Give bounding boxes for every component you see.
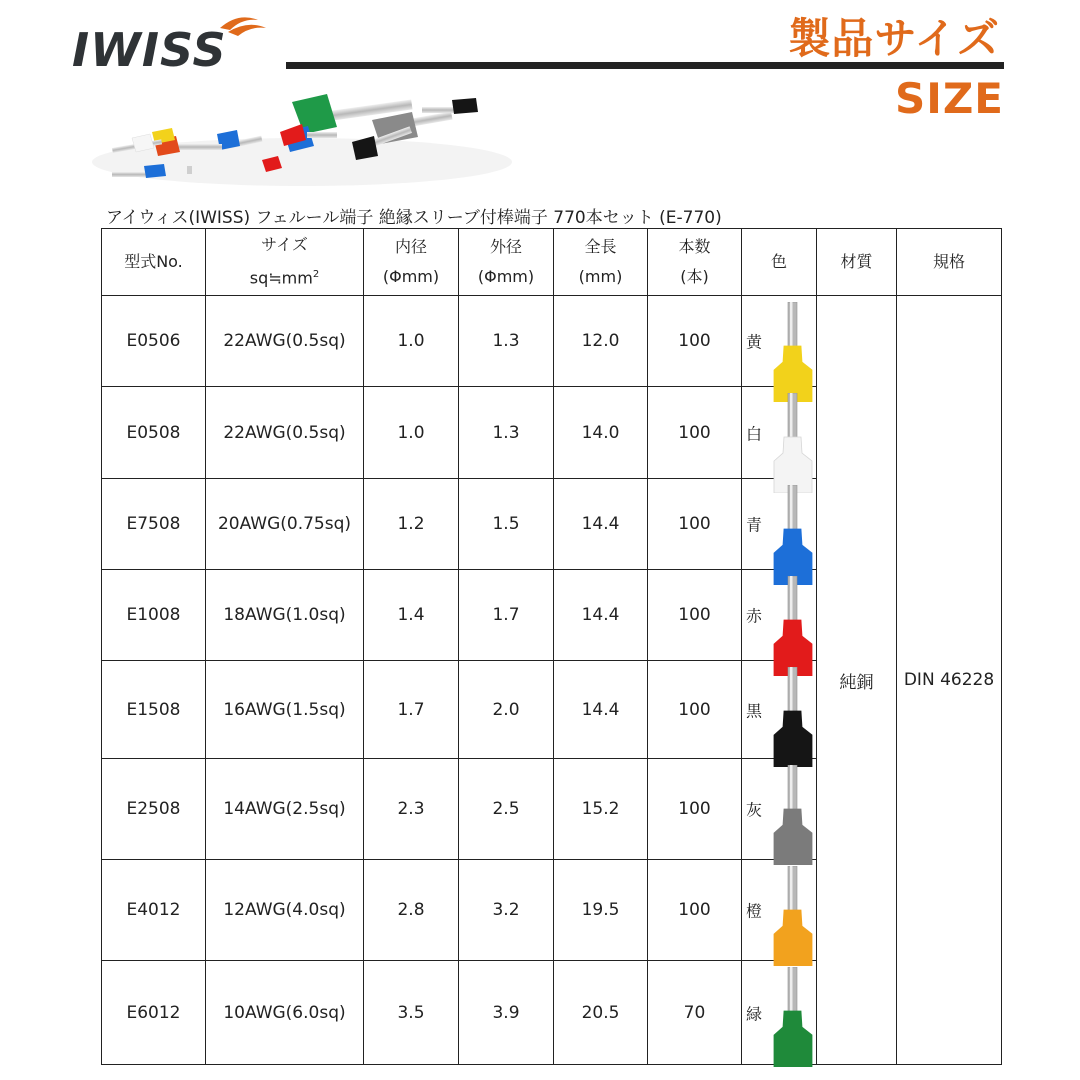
cell-color xyxy=(742,661,817,759)
cell-size: 10AWG(6.0sq) xyxy=(206,961,364,1065)
cell-inner: 2.8 xyxy=(364,860,459,961)
cell-outer: 1.3 xyxy=(459,387,554,479)
cell-model: E0506 xyxy=(102,296,206,387)
cell-color xyxy=(742,387,817,479)
cell-outer: 1.7 xyxy=(459,570,554,661)
cell-color xyxy=(742,570,817,661)
cell-model: E6012 xyxy=(102,961,206,1065)
cell-inner: 2.3 xyxy=(364,759,459,860)
cell-color xyxy=(742,759,817,860)
ferrule-image xyxy=(770,667,816,767)
cell-qty: 70 xyxy=(648,961,742,1065)
ferrule-image xyxy=(770,967,816,1067)
header-inner: 内径 (Φmm) xyxy=(364,229,459,296)
header-length: 全長 (mm) xyxy=(554,229,648,296)
cell-size: 14AWG(2.5sq) xyxy=(206,759,364,860)
cell-inner: 1.2 xyxy=(364,479,459,570)
cell-size: 12AWG(4.0sq) xyxy=(206,860,364,961)
cell-size: 22AWG(0.5sq) xyxy=(206,296,364,387)
cell-model: E1508 xyxy=(102,661,206,759)
cell-color xyxy=(742,479,817,570)
header-standard: 規格 xyxy=(897,229,1002,296)
color-label: 橙 xyxy=(746,901,763,921)
ferrule-image xyxy=(770,765,816,865)
cell-model: E1008 xyxy=(102,570,206,661)
cell-length: 14.0 xyxy=(554,387,648,479)
cell-outer: 2.0 xyxy=(459,661,554,759)
cell-length: 12.0 xyxy=(554,296,648,387)
cell-outer: 1.5 xyxy=(459,479,554,570)
cell-size: 18AWG(1.0sq) xyxy=(206,570,364,661)
color-label: 赤 xyxy=(746,606,763,626)
iwiss-logo xyxy=(70,14,275,74)
cell-qty: 100 xyxy=(648,296,742,387)
header-qty: 本数 (本) xyxy=(648,229,742,296)
cell-inner: 3.5 xyxy=(364,961,459,1065)
cell-length: 20.5 xyxy=(554,961,648,1065)
cell-inner: 1.0 xyxy=(364,387,459,479)
product-photo xyxy=(92,82,512,192)
cell-inner: 1.0 xyxy=(364,296,459,387)
cell-size: 22AWG(0.5sq) xyxy=(206,387,364,479)
color-label: 灰 xyxy=(746,800,763,820)
cell-length: 19.5 xyxy=(554,860,648,961)
cell-model: E2508 xyxy=(102,759,206,860)
cell-length: 14.4 xyxy=(554,570,648,661)
cell-outer: 3.2 xyxy=(459,860,554,961)
cell-standard: DIN 46228 xyxy=(897,296,1002,1065)
header-size: サイズ $sq≒mm^2$ xyxy=(206,229,364,296)
spec-table xyxy=(101,228,1002,1065)
cell-qty: 100 xyxy=(648,661,742,759)
cell-qty: 100 xyxy=(648,860,742,961)
ferrule-image xyxy=(770,866,816,966)
cell-qty: 100 xyxy=(648,759,742,860)
cell-color xyxy=(742,296,817,387)
cell-qty: 100 xyxy=(648,570,742,661)
cell-color xyxy=(742,961,817,1065)
header-model: 型式No. xyxy=(102,229,206,296)
header-outer: 外径 (Φmm) xyxy=(459,229,554,296)
color-label: 黒 xyxy=(746,701,763,720)
header-color: 色 xyxy=(742,229,817,296)
svg-text:IWISS: IWISS xyxy=(72,23,227,74)
cell-qty: 100 xyxy=(648,387,742,479)
page-title-jp: 製品サイズ xyxy=(788,14,1000,63)
table-header-row xyxy=(102,229,1002,296)
cell-model: E0508 xyxy=(102,387,206,479)
color-label: 緑 xyxy=(746,1004,763,1023)
cell-outer: 1.3 xyxy=(459,296,554,387)
cell-material: 純銅 xyxy=(817,296,897,1065)
cell-outer: 3.9 xyxy=(459,961,554,1065)
cell-length: 14.4 xyxy=(554,479,648,570)
cell-color xyxy=(742,860,817,961)
color-label: 黄 xyxy=(746,332,763,352)
page-title-en: SIZE xyxy=(894,74,1004,123)
cell-qty: 100 xyxy=(648,479,742,570)
color-label: 白 xyxy=(746,424,763,443)
header-material: 材質 xyxy=(817,229,897,296)
table-row xyxy=(102,296,1002,387)
cell-outer: 2.5 xyxy=(459,759,554,860)
cell-size: 16AWG(1.5sq) xyxy=(206,661,364,759)
product-name: アイウィス(IWISS) フェルール端子 絶縁スリーブ付棒端子 770本セット (E-770) xyxy=(106,208,722,228)
cell-length: 15.2 xyxy=(554,759,648,860)
color-label: 青 xyxy=(746,515,763,535)
cell-length: 14.4 xyxy=(554,661,648,759)
cell-size: 20AWG(0.75sq) xyxy=(206,479,364,570)
cell-model: E4012 xyxy=(102,860,206,961)
cell-inner: 1.7 xyxy=(364,661,459,759)
cell-inner: 1.4 xyxy=(364,570,459,661)
cell-model: E7508 xyxy=(102,479,206,570)
